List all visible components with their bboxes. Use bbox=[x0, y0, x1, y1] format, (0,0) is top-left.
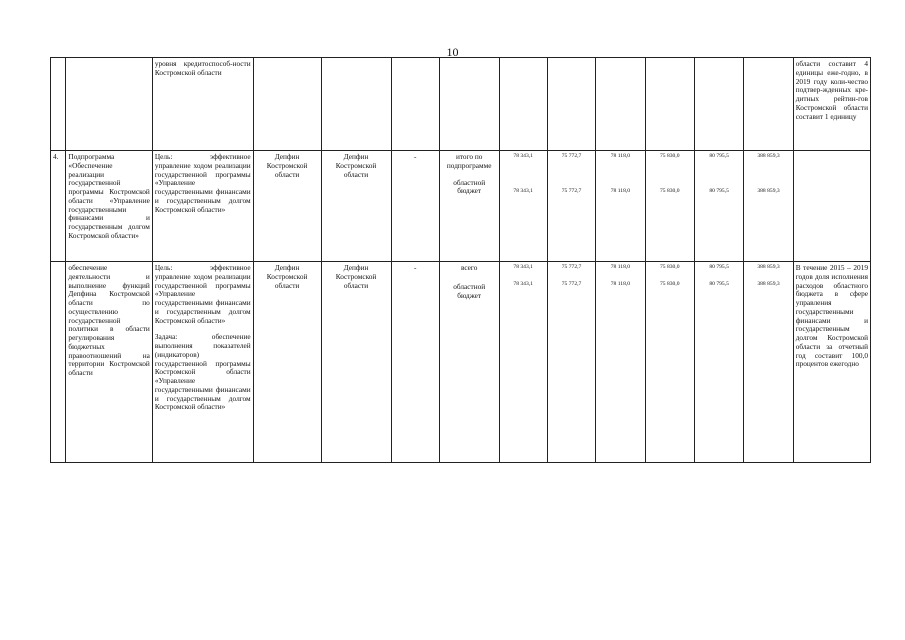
value-total: 78 118,0 bbox=[610, 153, 631, 159]
goal-cell: уровня кредитоспособ-ности Костромской области bbox=[152, 58, 253, 151]
table-row bbox=[51, 151, 871, 262]
result-cell bbox=[793, 151, 870, 262]
executor-cell: Депфин Костромской области bbox=[253, 262, 321, 463]
source-budget: областной бюджет bbox=[453, 177, 486, 196]
value-cell bbox=[547, 58, 595, 151]
value-cell bbox=[694, 58, 743, 151]
partner-cell: Депфин Костромской области bbox=[321, 151, 391, 262]
value-total: 388 859,3 bbox=[757, 153, 780, 159]
executor-cell: Депфин Костромской области bbox=[253, 151, 321, 262]
source-budget: областной бюджет bbox=[453, 281, 486, 300]
value-cell bbox=[596, 58, 645, 151]
result-cell: области составит 4 единицы еже-годно, в 2019 году коли-чество подтвер-жденных кре-дитных рейтин-гов Костромской области составит 1 единицу bbox=[793, 58, 870, 151]
value-cell bbox=[596, 151, 645, 262]
row-number-cell bbox=[51, 262, 66, 463]
value-cell bbox=[744, 58, 793, 151]
goal-cell bbox=[152, 262, 253, 463]
task-text: Задача: обеспечение выполнения показателей (индикаторов) государственной программы Костромской области «Управление государственными финансами и государственным долгом Костромской области» bbox=[154, 332, 251, 412]
dash-cell bbox=[391, 58, 439, 151]
value-budget: 80 795,5 bbox=[709, 280, 729, 287]
value-budget: 80 795,5 bbox=[709, 187, 729, 194]
value-total: 75 772,7 bbox=[561, 153, 582, 159]
value-budget: 388 859,3 bbox=[757, 187, 780, 194]
source-cell bbox=[439, 262, 499, 463]
value-total: 75 830,0 bbox=[659, 153, 680, 159]
value-cell bbox=[645, 151, 694, 262]
dash-cell: - bbox=[391, 262, 439, 463]
value-budget: 388 859,3 bbox=[757, 280, 780, 287]
value-cell bbox=[694, 151, 743, 262]
value-total: 80 795,5 bbox=[709, 264, 729, 270]
dash-cell: - bbox=[391, 151, 439, 262]
table-row bbox=[51, 262, 871, 463]
value-total: 80 795,5 bbox=[709, 153, 729, 159]
value-total: 78 343,1 bbox=[513, 153, 533, 159]
program-table bbox=[50, 57, 871, 463]
goal-cell: Цель: эффективное управление ходом реализации государственной программы «Управление государственными финансами и государственным долгом Костромской области» bbox=[152, 151, 253, 262]
value-budget: 78 118,0 bbox=[610, 280, 631, 287]
goal-text: Цель: эффективное управление ходом реализации государственной программы «Управление государственными финансами и государственным долгом Костромской области» bbox=[154, 263, 251, 325]
source-cell bbox=[439, 58, 499, 151]
name-cell: Подпрограмма «Обеспечение реализации государственной программы Костромской области «Управление государственными финансами и государственным долгом Костромской области» bbox=[66, 151, 152, 262]
executor-cell bbox=[253, 58, 321, 151]
page-number: 10 bbox=[446, 45, 459, 59]
value-cell bbox=[645, 58, 694, 151]
value-cell bbox=[744, 151, 793, 262]
value-budget: 78 343,1 bbox=[513, 280, 533, 287]
value-total: 75 830,0 bbox=[659, 264, 680, 270]
partner-cell bbox=[321, 58, 391, 151]
source-total: всего bbox=[460, 263, 478, 272]
name-cell: обеспечение деятельности и выполнение функций Депфина Костромской области по осуществлению государственной политики в области регулирования бюджетных правоотношений на территории Костромской области bbox=[66, 262, 152, 463]
result-cell: В течение 2015 – 2019 годов доля исполнения расходов областного бюджета в сфере управления государственными финансами и государственным долгом Костромской области за отчетный год составит 100,0 процентов ежегодно bbox=[793, 262, 870, 463]
value-budget: 75 830,0 bbox=[659, 280, 680, 287]
value-total: 388 859,3 bbox=[757, 264, 780, 270]
value-total: 75 772,7 bbox=[561, 264, 582, 270]
source-cell bbox=[439, 151, 499, 262]
value-total: 78 343,1 bbox=[513, 264, 533, 270]
value-cell bbox=[499, 151, 547, 262]
value-budget: 75 772,7 bbox=[561, 187, 582, 194]
value-budget: 78 118,0 bbox=[610, 187, 631, 194]
value-cell bbox=[645, 262, 694, 463]
row-number-cell bbox=[51, 58, 66, 151]
value-cell bbox=[499, 58, 547, 151]
source-total: итого по подпрограмме bbox=[446, 152, 492, 170]
value-cell bbox=[596, 262, 645, 463]
name-cell bbox=[66, 58, 152, 151]
value-cell bbox=[547, 151, 595, 262]
value-budget: 78 343,1 bbox=[513, 187, 533, 194]
value-cell bbox=[499, 262, 547, 463]
partner-cell: Депфин Костромской области bbox=[321, 262, 391, 463]
value-budget: 75 772,7 bbox=[561, 280, 582, 287]
value-cell bbox=[547, 262, 595, 463]
value-cell bbox=[744, 262, 793, 463]
value-budget: 75 830,0 bbox=[659, 187, 680, 194]
row-number-cell: 4. bbox=[51, 151, 66, 262]
value-cell bbox=[694, 262, 743, 463]
table-row bbox=[51, 58, 871, 151]
value-total: 78 118,0 bbox=[610, 264, 631, 270]
